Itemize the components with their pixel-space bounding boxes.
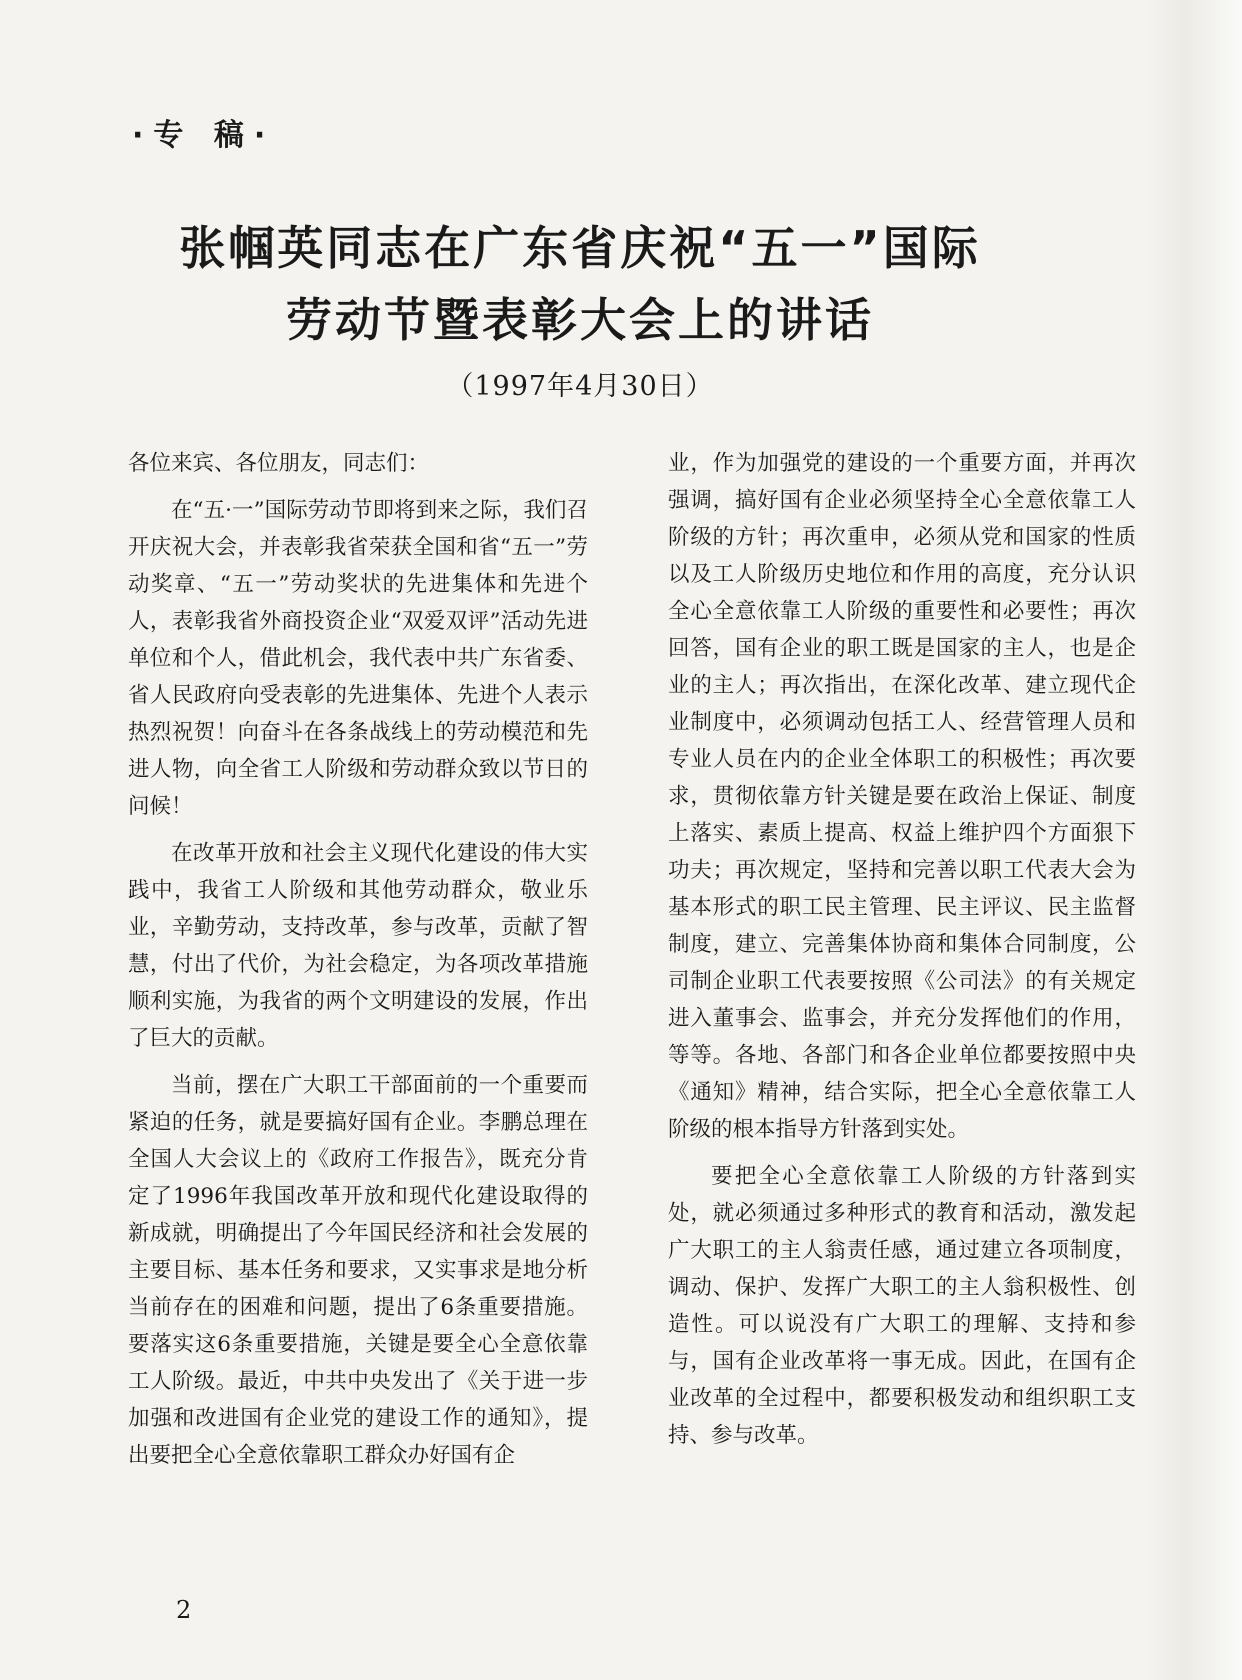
paragraph: 在改革开放和社会主义现代化建设的伟大实践中，我省工人阶级和其他劳动群众，敬业乐业，辛勤劳动，支持改革，参与改革，贡献了智慧，付出了代价，为社会稳定，为各项改革措施顺利实施，为我省的两个文明建设的发展，作出了巨大的贡献。 [128, 841, 588, 1051]
paragraph: 要把全心全意依靠工人阶级的方针落到实处，就必须通过多种形式的教育和活动，激发起广大职工的主人翁责任感，通过建立各项制度，调动、保护、发挥广大职工的主人翁积极性、创造性。可以说没有广大职工的理解、支持和参与，国有企业改革将一事无成。因此，在国有企业改革的全过程中，都要积极发动和组织职工支持、参与改革。 [668, 1164, 1136, 1448]
speech-date: （1997年4月30日） [446, 371, 714, 402]
salutation: 各位来宾、各位朋友，同志们： [128, 451, 430, 476]
paragraph-continued: 业，作为加强党的建设的一个重要方面，并再次强调，搞好国有企业必须坚持全心全意依靠工人阶级的方针；再次重申，必须从党和国家的性质以及工人阶级历史地位和作用的高度，充分认识全心全意依靠工人阶级的重要性和必要性；再次回答，国有企业的职工既是国家的主人，也是企业的主人；再次指出，在深化改革、建立现代企业制度中，必须调动包括工人、经营管理人员和专业人员在内的企业全体职工的积极性；再次要求，贯彻依靠方针关键是要在政治上保证、制度上落实、素质上提高、权益上维护四个方面狠下功夫；再次规定，坚持和完善以职工代表大会为基本形式的职工民主管理、民主评议、民主监督制度，建立、完善集体协商和集体合同制度，公司制企业职工代表要按照《公司法》的有关规定进入董事会、监事会，并充分发挥他们的作用，等等。各地、各部门和各企业单位都要按照中央《通知》精神，结合实际，把全心全意依靠工人阶级的根本指导方针落到实处。 [668, 451, 1136, 1142]
paragraph: 在“五·一”国际劳动节即将到来之际，我们召开庆祝大会，并表彰我省荣获全国和省“五一”劳动奖章、“五一”劳动奖状的先进集体和先进个人，表彰我省外商投资企业“双爱双评”活动先进单位和个人，借此机会，我代表中共广东省委、省人民政府向受表彰的先进集体、先进个人表示热烈祝贺！向奋斗在各条战线上的劳动模范和先进人物，向全省工人阶级和劳动群众致以节日的问候！ [128, 498, 588, 819]
page-edge-shadow [1146, 0, 1242, 1680]
left-column [128, 445, 588, 1484]
article-title-line-2: 劳动节暨表彰大会上的讲话 [286, 293, 874, 347]
column-tag: ·专 稿· [132, 118, 276, 153]
right-column [668, 445, 1136, 1464]
paragraph: 当前，摆在广大职工干部面前的一个重要而紧迫的任务，就是要搞好国有企业。李鹏总理在全国人大会议上的《政府工作报告》，既充分肯定了1996年我国改革开放和现代化建设取得的新成就，明确提出了今年国民经济和社会发展的主要目标、基本任务和要求，又实事求是地分析当前存在的困难和问题，提出了6条重要措施。要落实这6条重要措施，关键是要全心全意依靠工人阶级。最近，中共中央发出了《关于进一步加强和改进国有企业党的建设工作的通知》，提出要把全心全意依靠职工群众办好国有企 [128, 1073, 588, 1468]
page-number: 2 [176, 1596, 192, 1624]
article-title-line-1: 张帼英同志在广东省庆祝“五一”国际 [179, 221, 981, 275]
